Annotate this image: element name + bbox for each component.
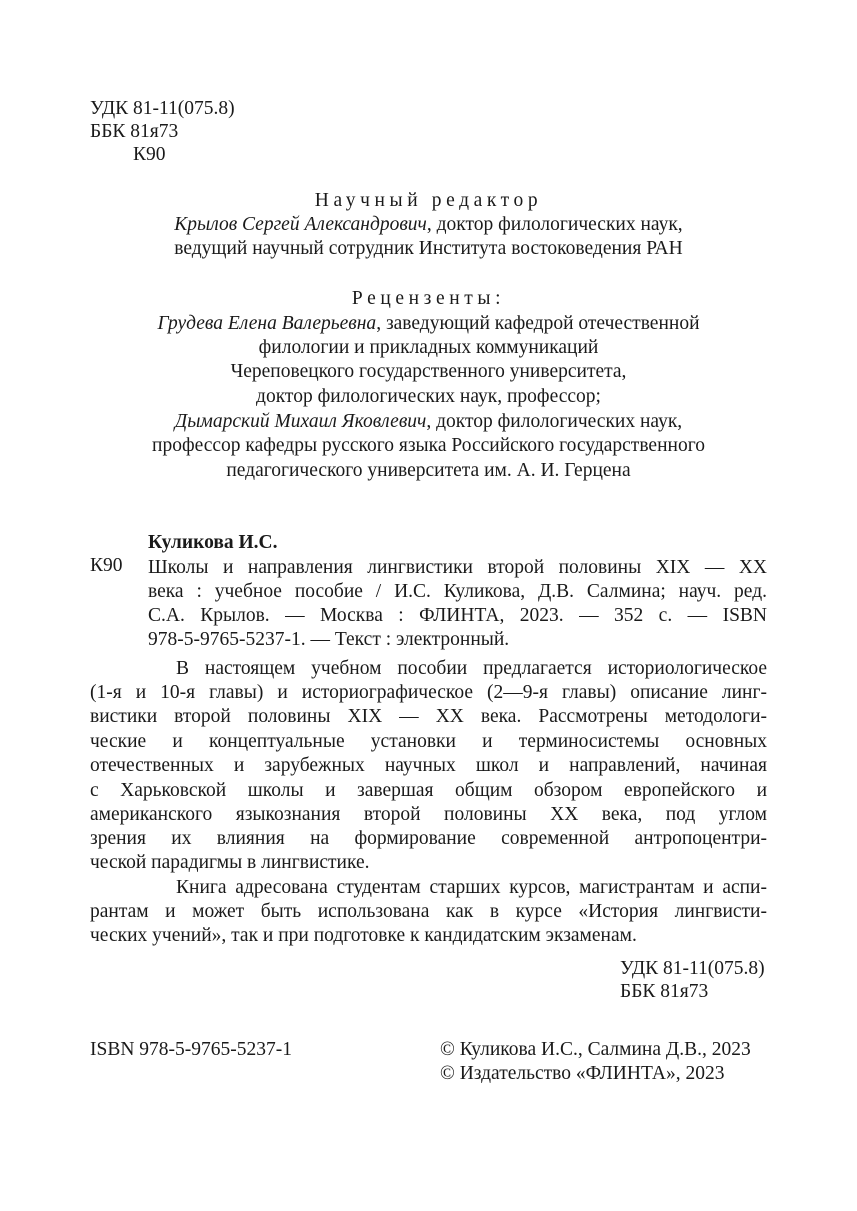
- abstract-p1-line-3: вистики второй половины XIX — XX века. Рассмотрены методологи-: [90, 706, 767, 727]
- reviewer-1-name: Грудева Елена Валерьевна: [157, 313, 377, 334]
- editor-title: , доктор филологических наук,: [426, 214, 683, 235]
- record-line-3: С.А. Крылов. — Москва : ФЛИНТА, 2023. — 352 с. — ISBN: [148, 605, 767, 626]
- bbk-top: ББК 81я73: [90, 121, 179, 142]
- reviewer-1-line-2: филологии и прикладных коммуникаций: [258, 337, 599, 358]
- isbn: ISBN 978-5-9765-5237-1: [90, 1039, 293, 1060]
- reviewer-2-name: Дымарский Михаил Яковлевич: [174, 411, 427, 432]
- author-mark-top: К90: [133, 144, 166, 165]
- udk-top: УДК 81-11(075.8): [90, 98, 235, 119]
- reviewer-2-line-2: профессор кафедры русского языка Российского государственного: [152, 435, 705, 456]
- abstract-p1-line-2: (1-я и 10-я главы) и историографическое (2—9-я главы) описание линг-: [90, 682, 767, 703]
- reviewer-2-title: , доктор филологических наук,: [426, 411, 683, 432]
- editor-line-1: [0, 213, 857, 237]
- reviewers-heading: Рецензенты:: [351, 288, 506, 309]
- editor-name: Крылов Сергей Александрович: [174, 214, 427, 235]
- bbk-bottom: ББК 81я73: [620, 981, 709, 1002]
- record-line-2: века : учебное пособие / И.С. Куликова, Д.В. Салмина; науч. ред.: [148, 581, 767, 602]
- record-line-4: 978-5-9765-5237-1. — Текст : электронный.: [148, 629, 510, 650]
- reviewer-1-line-4: доктор филологических наук, профессор;: [256, 386, 601, 407]
- record-line-1: Школы и направления лингвистики второй половины XIX — XX: [148, 557, 767, 578]
- abstract-p1-line-4: ческие и концептуальные установки и терминосистемы основных: [90, 731, 767, 752]
- abstract-p1-line-9: ческой парадигмы в лингвистике.: [90, 852, 370, 873]
- abstract-p1-line-7: американского языкознания второй половины XX века, под углом: [90, 804, 767, 825]
- udk-bottom: УДК 81-11(075.8): [620, 958, 765, 979]
- abstract-p2-line-3: ческих учений», так и при подготовке к кандидатским экзаменам.: [90, 925, 637, 946]
- abstract-p2-line-2: рантам и может быть использована как в курсе «История лингвисти-: [90, 901, 767, 922]
- abstract-p2-line-1: Книга адресована студентам старших курсов, магистрантам и аспи-: [176, 877, 767, 898]
- editor-heading: Научный редактор: [314, 190, 543, 211]
- abstract-p1-line-6: с Харьковской школы и завершая общим обзором европейского и: [90, 780, 767, 801]
- abstract-p1-line-1: В настоящем учебном пособии предлагается историологическое: [176, 658, 767, 679]
- copyright-publisher: © Издательство «ФЛИНТА», 2023: [440, 1063, 725, 1084]
- record-author: Куликова И.С.: [148, 532, 278, 553]
- author-mark-record: К90: [90, 555, 123, 576]
- abstract-p1-line-5: отечественных и зарубежных научных школ и направлений, начиная: [90, 755, 767, 776]
- abstract-p1-line-8: зрения их влияния на формирование современной антропоцентри-: [90, 828, 767, 849]
- reviewer-2-line-1: [0, 410, 857, 434]
- copyright-authors: © Куликова И.С., Салмина Д.В., 2023: [440, 1039, 751, 1060]
- reviewer-1-title: , заведующий кафедрой отечественной: [376, 313, 700, 334]
- editor-line-2: ведущий научный сотрудник Института востоковедения РАН: [174, 238, 683, 259]
- reviewer-1-line-3: Череповецкого государственного университета,: [230, 361, 627, 382]
- reviewer-1-line-1: [0, 312, 857, 336]
- reviewer-2-line-3: педагогического университета им. А. И. Герцена: [226, 460, 631, 481]
